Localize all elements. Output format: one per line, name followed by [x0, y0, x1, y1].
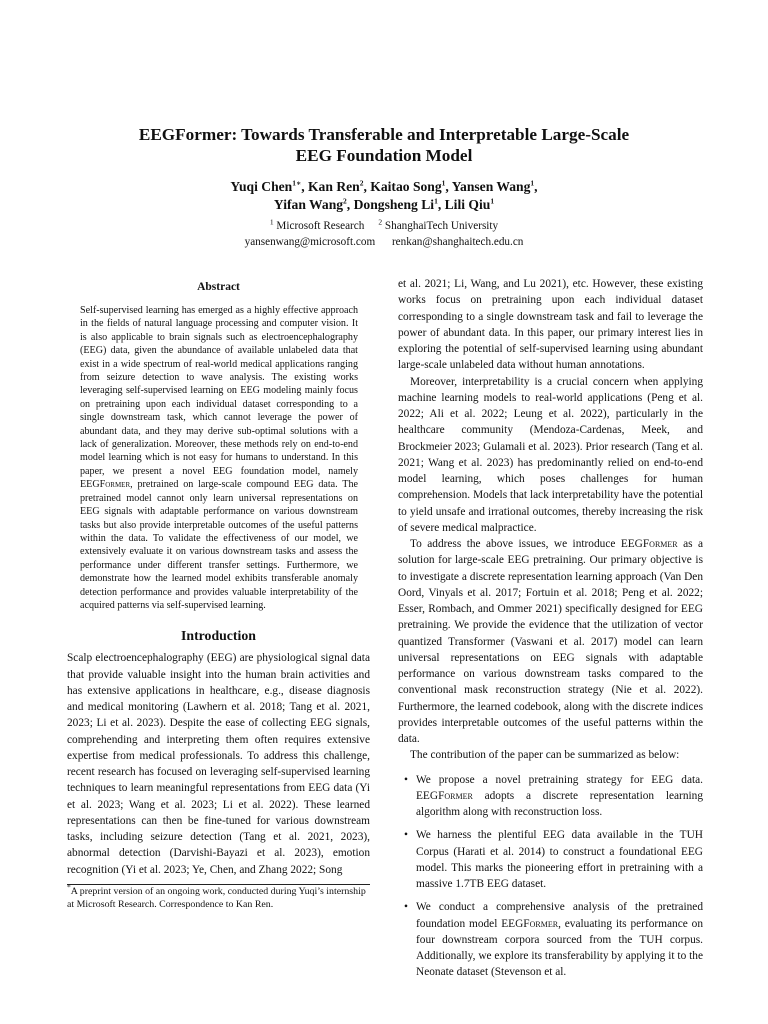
- affil-mark: 2: [378, 217, 383, 227]
- item-text-part: We propose a novel pretraining strategy for EEG data. EEG: [416, 773, 703, 802]
- paragraph-part: To address the above issues, we introduce EEG: [410, 538, 643, 550]
- author-affil-mark: 1: [530, 178, 535, 188]
- contribution-list: [398, 772, 703, 981]
- author-affil-mark: 1: [441, 178, 446, 188]
- author-affil-mark: 2: [359, 178, 364, 188]
- item-text-part: , evaluating its performance on four downstream corpora sourced from the TUH corpus. Additionally, we explore its transferability by applying it to the Neonate dataset (Stevenson et al.: [416, 917, 703, 979]
- paper-title: [70, 124, 698, 166]
- item-text: We harness the plentiful EEG data available in the TUH Corpus (Harati et al. 2014) to construct a foundational EEG model. This marks the pioneering effort in pretraining with a massive 1.7TB EEG dataset.: [416, 829, 703, 890]
- author-list: [70, 178, 698, 214]
- affiliation-line: [70, 219, 698, 235]
- footnote: [67, 884, 370, 911]
- authors-line-1: Yuqi Chen$^{1∗}$, Kan Ren$^2$, Kaitao Song$^1$, Yansen Wang$^1$,: [230, 178, 538, 194]
- bullet-icon: •: [404, 829, 408, 842]
- contribution-item: [398, 899, 703, 980]
- author-affil-mark: 2: [343, 196, 347, 206]
- affil-mark: 1: [269, 217, 274, 227]
- affiliations: [70, 219, 698, 250]
- model-name-smallcaps: Former: [642, 538, 678, 550]
- author-affil-mark: 1: [434, 196, 438, 206]
- model-name-smallcaps: Former: [438, 789, 473, 802]
- model-name-smallcaps: Former: [523, 917, 559, 930]
- right-column: [398, 276, 703, 988]
- author-name: Kaitao Song: [370, 179, 442, 194]
- author-name: Kan Ren: [307, 179, 360, 194]
- title-line-1: EEGFormer: Towards Transferable and Interpretable Large-Scale: [138, 125, 630, 144]
- author-affil-mark: 1∗: [292, 178, 302, 188]
- abstract-text-part: , pretrained on large-scale compound EEG data. The pretrained model cannot only learn universal representations on EEG signals with adaptable performance on various downstream tasks but also provide interpretable outcomes of the useful patterns within the data. To validate the effectiveness of our model, we extensively evaluate it on various downstream tasks and assess the performance under different transfer settings. Furthermore, we demonstrate how the learned model exhibits transferable anomaly detection performance and provides valuable interpretability of the acquired patterns via self-supervised learning.: [80, 479, 358, 611]
- email-1: yansenwang@microsoft.com: [244, 235, 376, 248]
- model-name-smallcaps: Former: [99, 479, 131, 491]
- intro-paragraph-3: [398, 536, 703, 747]
- author-name: Yuqi Chen: [230, 179, 293, 194]
- affiliation-1: Microsoft Research: [276, 220, 365, 232]
- footnote-text: A preprint version of an ongoing work, conducted during Yuqi’s internship at Microsoft Research. Correspondence to Kan Ren.: [67, 886, 366, 910]
- affiliation-2: ShanghaiTech University: [384, 220, 499, 232]
- item-text-part: We conduct a comprehensive analysis of the pretrained foundation model EEG: [416, 901, 703, 930]
- author-name: Yifan Wang: [273, 197, 344, 212]
- abstract-heading: Abstract: [197, 281, 240, 293]
- author-name: Lili Qiu: [444, 197, 491, 212]
- author-name: Yansen Wang: [451, 179, 531, 194]
- title-line-2: EEG Foundation Model: [295, 146, 473, 165]
- abstract-text-part: Self-supervised learning has emerged as a highly effective approach in the fields of natural language processing and computer vision. It is also applicable to brain signals such as electroencephalography (EEG) data, given the abundance of available unlabeled data that exist in a wide spectrum of real-world medical applications ranging from seizure detection to wave analysis. The existing works leveraging self-supervised learning on EEG modeling mainly focus on pretraining upon each individual dataset corresponding to a single downstream task, which cannot leverage the power of abundant data, and they may derive sub-optimal solutions with a lack of generalization. Moreover, these methods rely on end-to-end model learning which is not easy for humans to understand. In this paper, we present a novel EEG foundation model, namely EEG: [80, 305, 358, 491]
- contribution-item: [398, 772, 703, 821]
- email-2: renkan@shanghaitech.edu.cn: [391, 235, 524, 248]
- email-line: [70, 235, 698, 251]
- author-affil-mark: 1: [490, 196, 495, 206]
- intro-paragraph-4: The contribution of the paper can be summarized as below:: [410, 749, 680, 762]
- item-text-part: adopts a discrete representation learning algorithm along with reconstruction loss.: [416, 789, 703, 818]
- abstract-text: [80, 304, 358, 612]
- introduction-heading: Introduction: [181, 628, 256, 644]
- bullet-icon: •: [404, 773, 408, 786]
- intro-paragraph-2: Moreover, interpretability is a crucial concern when applying machine learning models to real-world applications (Peng et al. 2022; Ali et al. 2022; Leung et al. 2022), particularly in the healthcare community (Mendoza-Cardenas, Meek, and Brockmeier 2023; Gulamali et al. 2023). Prior research (Tang et al. 2021; Wang et al. 2023) has predominantly relied on end-to-end model learning, which poses challenges for human comprehension. Models that lack interpretability have the potential to yield unsafe and irrational outcomes, thereby increasing the risk of severe medical malpractice.: [398, 375, 703, 534]
- authors-line-2: Yifan Wang$^2$, Dongsheng Li$^1$, Lili Qiu$^1$: [273, 196, 495, 212]
- footnote-mark: *: [67, 882, 71, 892]
- left-column: [67, 278, 370, 878]
- contribution-item: [398, 827, 703, 892]
- bullet-icon: •: [404, 901, 408, 914]
- author-name: Dongsheng Li: [353, 197, 435, 212]
- paragraph-part: as a solution for large-scale EEG pretraining. Our primary objective is to investigate a discrete representation learning approach (Van Den Oord, Vinyals et al. 2017; Fortuin et al. 2018; Peng et al. 2022; Esser, Rombach, and Ommer 2021) specifically designed for EEG pretraining. We provide the evidence that the utilization of vector quantized Transformer (Vaswani et al. 2017) model can learn universal representations on EEG signals with adaptable performance on various downstream tasks compared to the conventional mask reconstruction strategy (Nie et al. 2022). Furthermore, the learned codebook, along with the discrete indices provides interpretable outcomes of the useful patterns within the data.: [398, 538, 703, 745]
- intro-paragraph-1: Scalp electroencephalography (EEG) are physiological signal data that provide valuable insight into the human brain activities and has extensive applications in healthcare, e.g., disease diagnosis and medical monitoring (Lawhern et al. 2018; Tang et al. 2021, 2023; Li et al. 2023). Despite the ease of collecting EEG signals, comprehending and interpreting them often requires extensive expertise from medical professionals. To address this challenge, recent research has focused on leveraging self-supervised learning techniques to learn meaningful representations from EEG data (Yi et al. 2023; Wang et al. 2023; Li et al. 2022). These learned representations can then be fine-tuned for various downstream tasks, including seizure detection (Tang et al. 2021, 2023), abnormal detection (Darvishi-Bayazi et al. 2023), emotion recognition (Yi et al. 2023; Ye, Chen, and Zhang 2022; Song: [67, 652, 370, 876]
- intro-paragraph-1-cont: et al. 2021; Li, Wang, and Lu 2021), etc. However, these existing works focus on pretraining upon each individual dataset corresponding to a single downstream task and fail to leverage the power of abundant data. In this paper, our primary interest lies in exploring the potential of self-supervised learning using abundant large-scale unlabeled data without human annotations.: [398, 278, 703, 372]
